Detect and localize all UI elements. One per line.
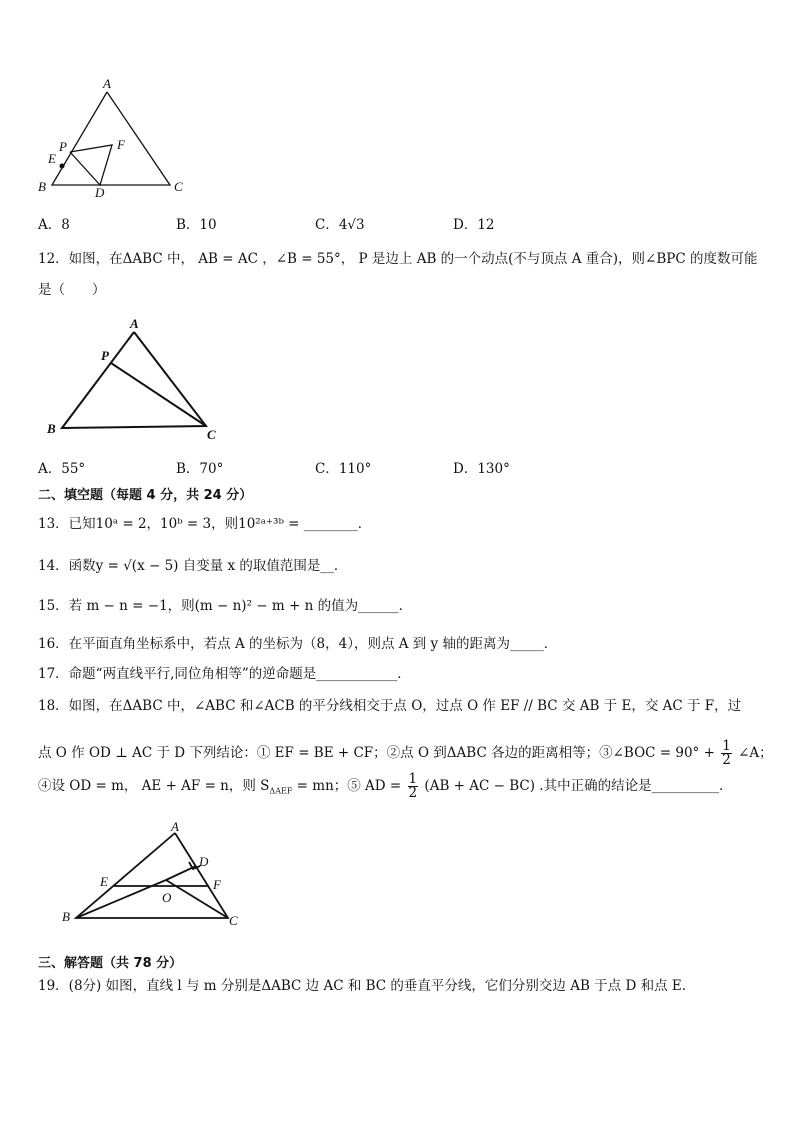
q18-line3-mid: = mn；⑤ AD =	[292, 778, 402, 794]
q19-text: 19．(8分) 如图，直线 l 与 m 分别是ΔABC 边 AC 和 BC 的垂直平分线，它们分别交边 AB 于点 D 和点 E.	[38, 978, 687, 994]
q18-label-F: F	[213, 877, 221, 892]
q12-option-d: D．130°	[453, 461, 510, 477]
q12-label-P: P	[101, 348, 109, 363]
q18-label-E: E	[100, 874, 108, 889]
q11-option-d: D．12	[453, 217, 495, 233]
q18-frac2-num: 1	[408, 771, 418, 787]
q12-label-B: B	[47, 421, 56, 436]
q11-label-B: B	[38, 179, 46, 194]
q18-frac-den: 2	[722, 752, 731, 768]
q15-text: 15．若 m − n = −1，则(m − n)² − m + n 的值为______．	[38, 598, 413, 614]
q16-text: 16．在平面直角坐标系中，若点 A 的坐标为（8，4），则点 A 到 y 轴的距离为_____．	[38, 636, 558, 652]
q11-label-F: F	[117, 137, 125, 152]
q18-frac2-den: 2	[408, 785, 418, 801]
q18-area-subscript: ΔAEF	[269, 786, 293, 796]
q18-line2-end: ∠A；	[738, 745, 773, 761]
q12-text-line2: 是（ ）	[38, 282, 106, 298]
q18-line3-end: (AB + AC − BC) .其中正确的结论是__________．	[424, 778, 733, 794]
q18-frac-num: 1	[722, 738, 731, 754]
q12-option-c: C．110°	[315, 461, 372, 477]
q18-label-B: B	[62, 909, 70, 924]
section-2-heading: 二、填空题（每题 4 分，共 24 分）	[38, 488, 253, 503]
q11-option-b: B．10	[176, 217, 217, 233]
q11-label-C: C	[174, 179, 183, 194]
q18-line1: 18．如图，在ΔABC 中，∠ABC 和∠ACB 的平分线相交于点 O，过点 O 作 EF // BC 交 AB 于 E，交 AC 于 F，过	[38, 698, 742, 714]
q12-label-C: C	[207, 427, 216, 442]
q12-label-A: A	[130, 316, 139, 331]
q12-text-line1: 12．如图，在ΔABC 中， AB = AC ，∠B = 55°， P 是边上 AB 的一个动点(不与顶点 A 重合)，则∠BPC 的度数可能	[38, 251, 758, 267]
q18-label-D: D	[199, 854, 209, 869]
q13-text: 13．已知10ᵃ = 2，10ᵇ = 3，则10²ᵃ⁺³ᵇ = ________．	[38, 516, 372, 532]
q12-option-a: A．55°	[38, 461, 86, 477]
q11-label-E: E	[48, 151, 56, 166]
q11-label-A: A	[103, 76, 111, 91]
q18-line3-text: ④设 OD = m， AE + AF = n，则 S	[38, 778, 270, 794]
q17-text: 17．命题“两直线平行,同位角相等”的逆命题是____________．	[38, 666, 411, 682]
q11-option-a: A．8	[38, 217, 70, 233]
q11-label-D: D	[95, 185, 105, 200]
q18-label-C: C	[229, 913, 238, 928]
q18-label-O: O	[162, 890, 172, 905]
section-3-heading: 三、解答题（共 78 分）	[38, 956, 183, 971]
q18-label-A: A	[171, 819, 179, 834]
q14-text: 14．函数y = √(x − 5) 自变量 x 的取值范围是__．	[38, 558, 348, 574]
q12-option-b: B．70°	[176, 461, 224, 477]
q11-option-c: C．4√3	[315, 217, 365, 233]
q11-label-P: P	[59, 139, 67, 154]
q18-line2-text: 点 O 作 OD ⊥ AC 于 D 下列结论：① EF = BE + CF；②点 O 到ΔABC 各边的距离相等；③∠BOC = 90° +	[38, 745, 715, 761]
